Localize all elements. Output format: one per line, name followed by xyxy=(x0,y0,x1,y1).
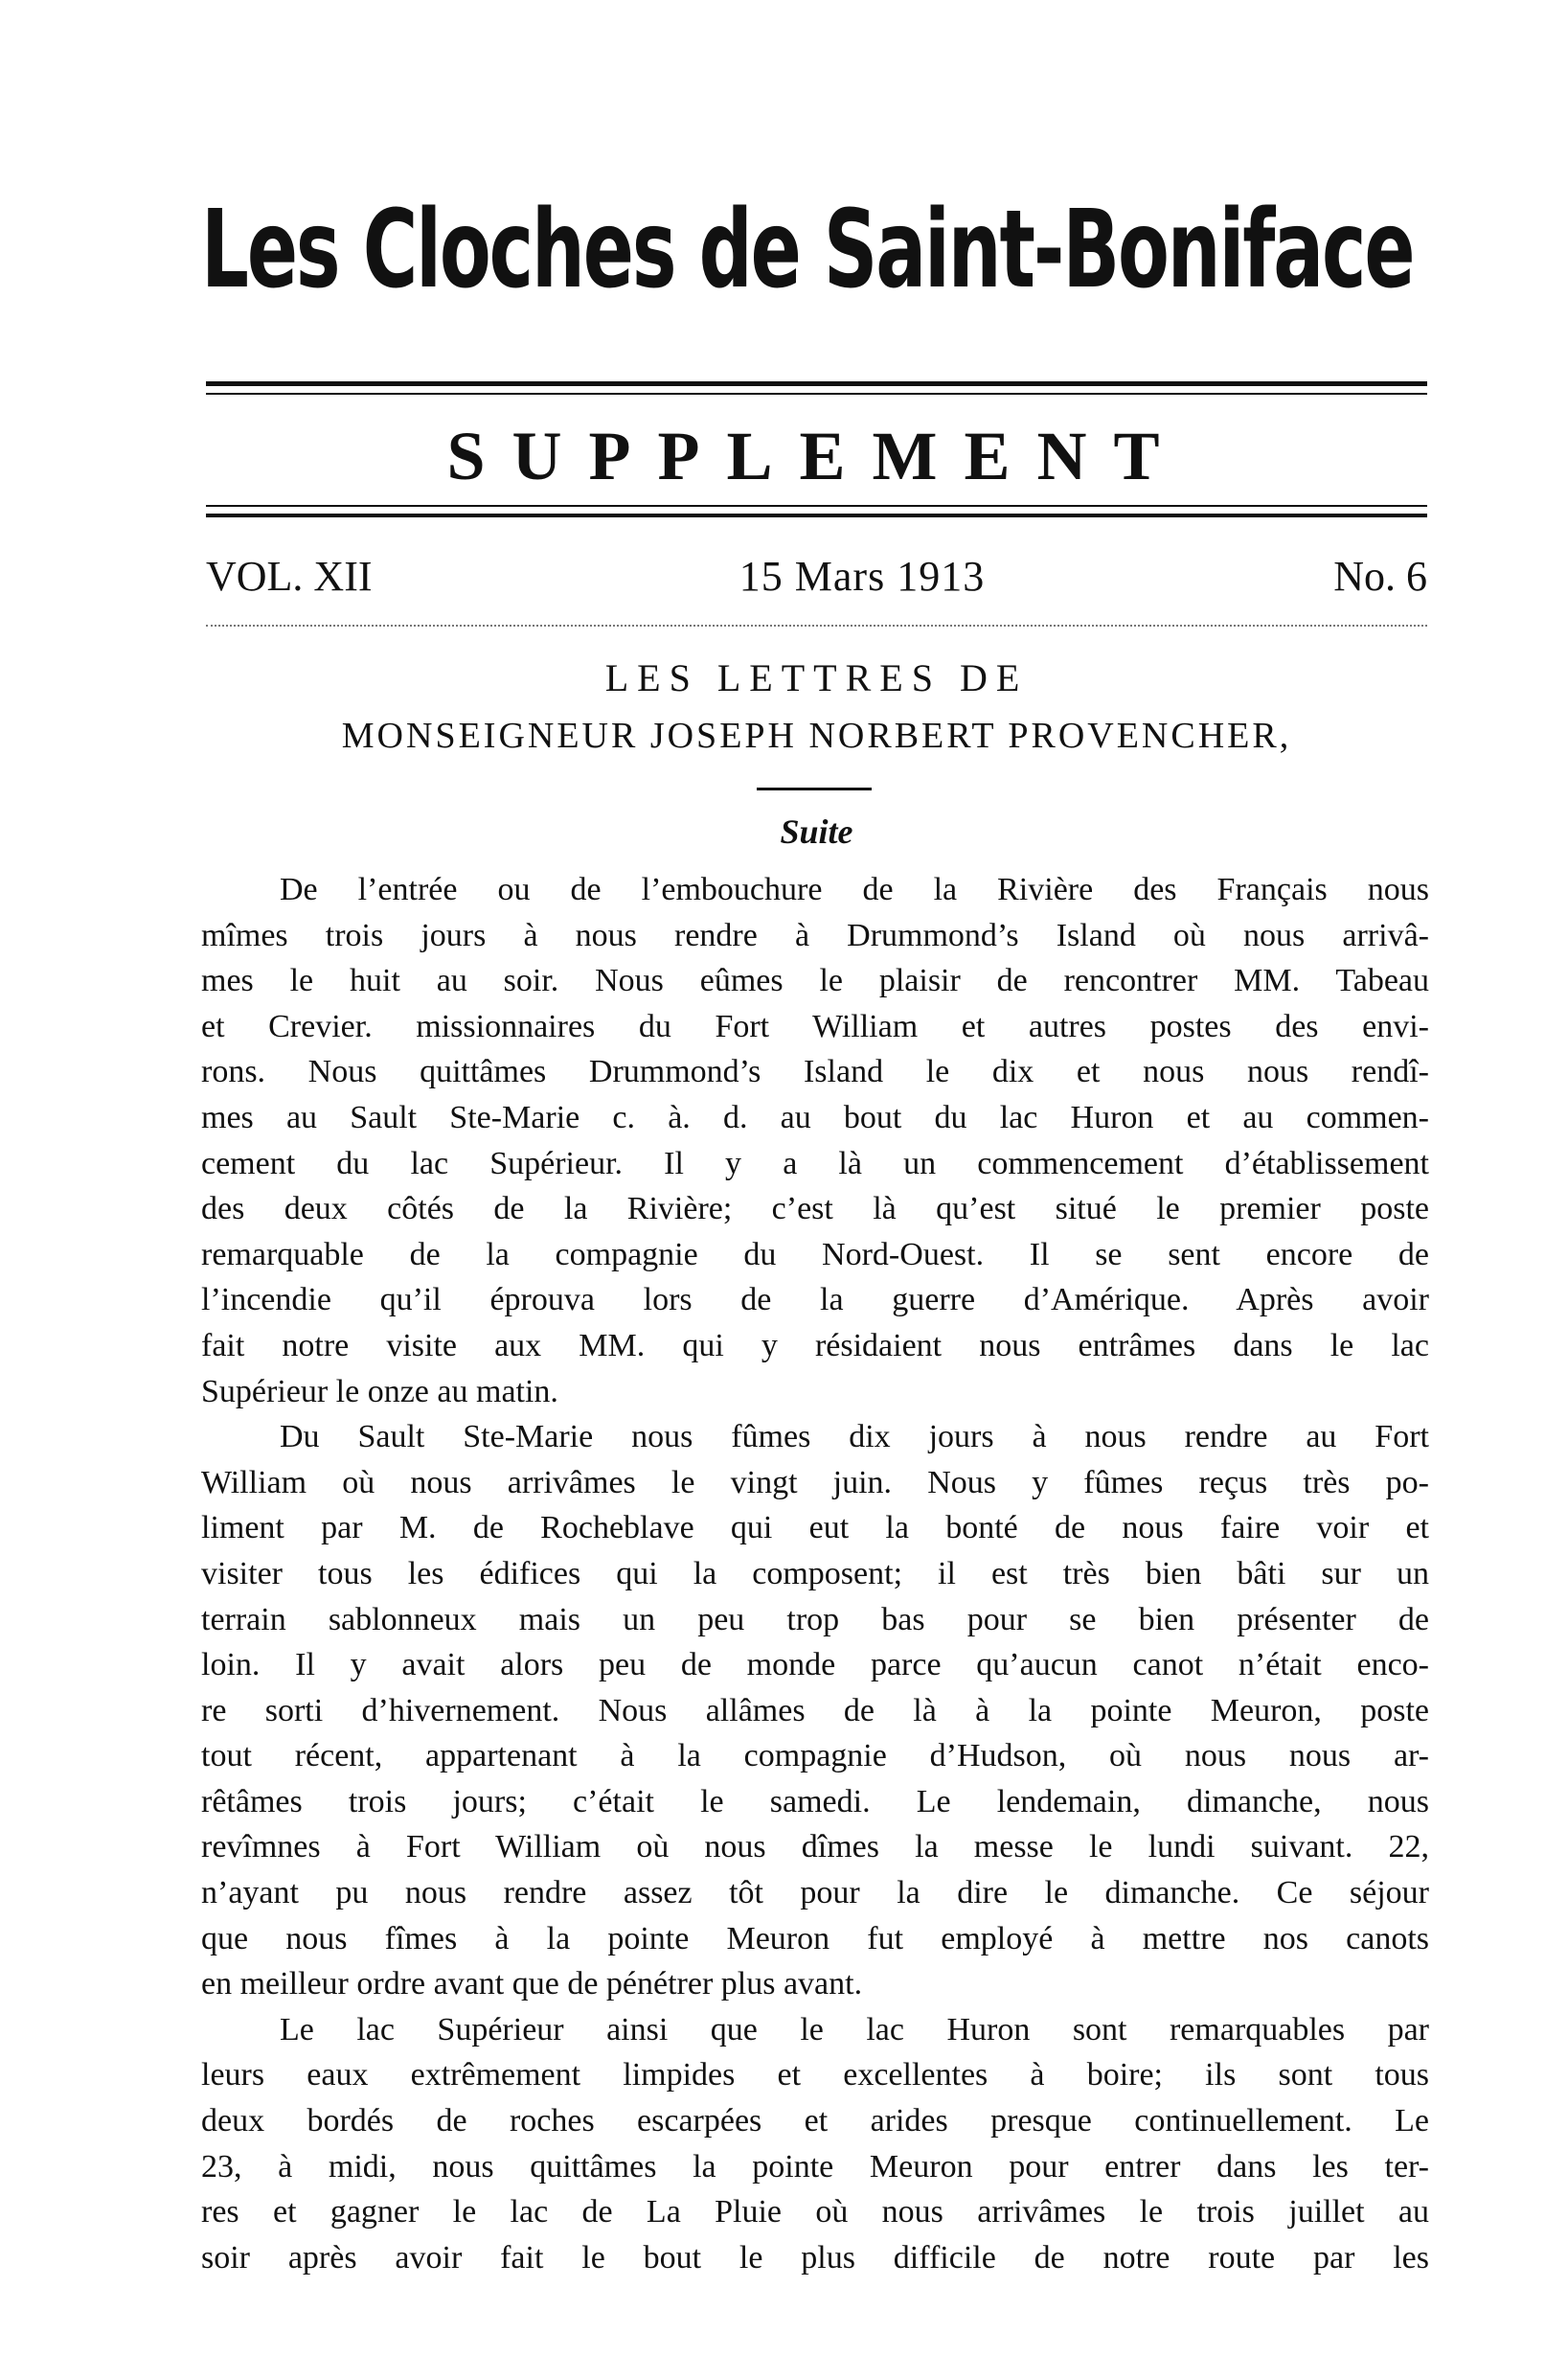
body-line: De l’entrée ou de l’embouchure de la Rivière des Français nous xyxy=(280,872,1429,907)
body-line: mes au Sault Ste-Marie c. à. d. au bout du lac Huron et au commen- xyxy=(201,1099,1429,1135)
article-title-line1: LES LETTRES DE xyxy=(604,656,1029,699)
body-line: terrain sablonneux mais un peu trop bas pour se bien présenter de xyxy=(201,1601,1429,1637)
body-line: soir après avoir fait le bout le plus difficile de notre route par les xyxy=(201,2239,1429,2276)
body-line: et Crevier. missionnaires du Fort William et autres postes des envi- xyxy=(201,1008,1429,1044)
body-line: n’ayant pu nous rendre assez tôt pour la dire le dimanche. Ce séjour xyxy=(201,1875,1429,1911)
body-line: l’incendie qu’il éprouva lors de la guerre d’Amérique. Après avoir xyxy=(201,1282,1429,1318)
issue-number: No. 6 xyxy=(1333,553,1427,600)
body-line: leurs eaux extrêmement limpides et excellentes à boire; ils sont tous xyxy=(201,2057,1429,2093)
supplement-rule-thick xyxy=(206,514,1427,517)
body-line: que nous fîmes à la pointe Meuron fut employé à mettre nos canots xyxy=(201,1920,1429,1956)
body-line: loin. Il y avait alors peu de monde parce qu’aucun canot n’était enco- xyxy=(201,1647,1429,1683)
masthead-rule-thin xyxy=(206,393,1427,395)
body-line: rêtâmes trois jours; c’était le samedi. Le lendemain, dimanche, nous xyxy=(201,1783,1429,1819)
body-line: res et gagner le lac de La Pluie où nous arrivâmes le trois juillet au xyxy=(201,2194,1429,2230)
body-line: mîmes trois jours à nous rendre à Drummond’s Island où nous arrivâ- xyxy=(201,917,1429,953)
body-line: fait notre visite aux MM. qui y résidaient nous entrâmes dans le lac xyxy=(201,1327,1429,1363)
body-line: Du Sault Ste-Marie nous fûmes dix jours à nous rendre au Fort xyxy=(280,1419,1429,1455)
body-line: cement du lac Supérieur. Il y a là un commencement d’établissement xyxy=(201,1145,1429,1181)
supplement-rule-thin xyxy=(206,505,1427,507)
body-line: rons. Nous quittâmes Drummond’s Island le dix et nous nous rendî- xyxy=(201,1054,1429,1090)
body-line: revîmnes à Fort William où nous dîmes la messe le lundi suivant. 22, xyxy=(201,1829,1429,1865)
body-line: liment par M. de Rocheblave qui eut la bonté de nous faire voir et xyxy=(201,1510,1429,1546)
dotted-divider xyxy=(206,625,1427,627)
body-line: des deux côtés de la Rivière; c’est là qu’est situé le premier poste xyxy=(201,1191,1429,1227)
title-divider xyxy=(757,788,872,790)
supplement-heading: SUPPLEMENT xyxy=(446,418,1187,494)
article-body xyxy=(201,867,1429,2280)
body-line: mes le huit au soir. Nous eûmes le plaisir de rencontrer MM. Tabeau xyxy=(201,963,1429,999)
body-line: Le lac Supérieur ainsi que le lac Huron sont remarquables par xyxy=(280,2011,1429,2047)
body-line: en meilleur ordre avant que de pénétrer plus avant. xyxy=(201,1966,863,2002)
body-line: re sorti d’hivernement. Nous allâmes de là à la pointe Meuron, poste xyxy=(201,1692,1429,1728)
body-line: visiter tous les édifices qui la composent; il est très bien bâti sur un xyxy=(201,1555,1429,1591)
body-line: tout récent, appartenant à la compagnie d’Hudson, où nous nous ar- xyxy=(201,1738,1429,1774)
body-line: William où nous arrivâmes le vingt juin. Nous y fûmes reçus très po- xyxy=(201,1464,1429,1500)
body-line: deux bordés de roches escarpées et arides presque continuellement. Le xyxy=(201,2103,1429,2139)
body-line: 23, à midi, nous quittâmes la pointe Meuron pour entrer dans les ter- xyxy=(201,2148,1429,2185)
body-line: Supérieur le onze au matin. xyxy=(201,1373,558,1409)
masthead-rule-thick xyxy=(206,381,1427,386)
article-subtitle: Suite xyxy=(780,812,853,851)
volume-label: VOL. XII xyxy=(206,553,373,600)
article-title-line2: MONSEIGNEUR JOSEPH NORBERT PROVENCHER, xyxy=(341,716,1292,756)
body-line: remarquable de la compagnie du Nord-Ouest. Il se sent encore de xyxy=(201,1236,1429,1272)
issue-date: 15 Mars 1913 xyxy=(739,553,986,600)
masthead-title: Les Cloches de Saint-Boniface xyxy=(201,188,1414,312)
